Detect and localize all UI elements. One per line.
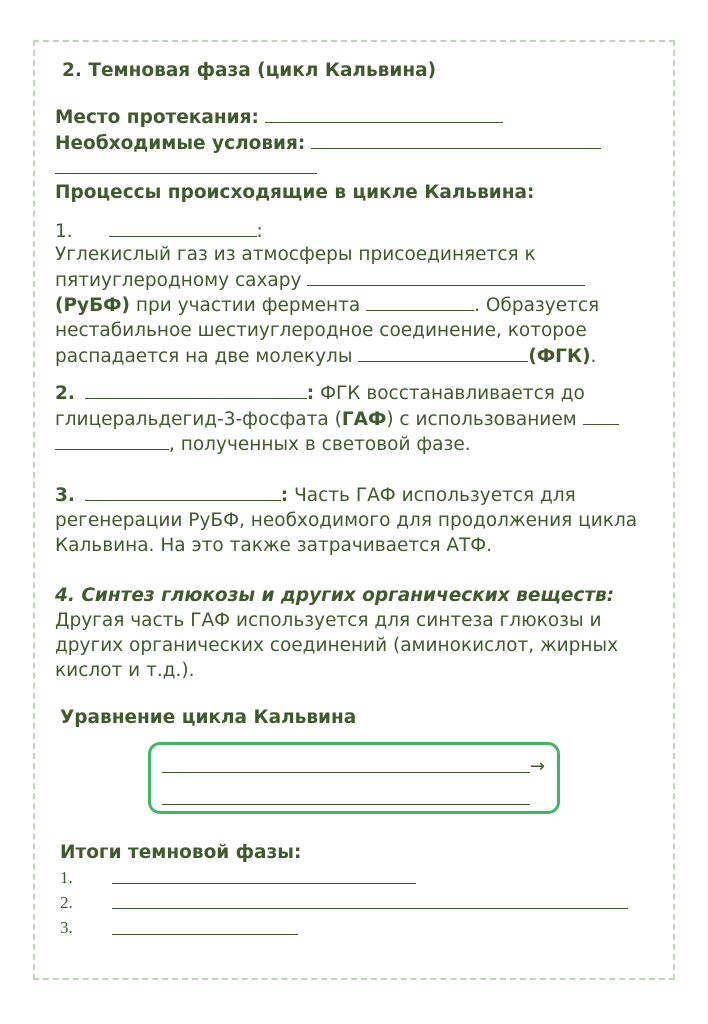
processes-heading: Процессы происходящие в цикле Кальвина: — [55, 182, 535, 203]
result-number-1: 1. — [60, 868, 73, 887]
energy-blank-continued[interactable] — [55, 431, 169, 450]
results-heading: Итоги темновой фазы: — [60, 842, 302, 863]
stage4-heading: 4. Синтез глюкозы и других органических веществ: — [55, 585, 615, 606]
stage1-line2-text: пятиуглеродному сахару — [55, 270, 302, 291]
stage1-line3-mid: при участии фермента — [135, 295, 361, 316]
enzyme-blank[interactable] — [366, 292, 474, 311]
stage1-line5 — [55, 343, 596, 370]
stage4-line2: других органических соединений (аминокислот, жирных — [55, 635, 619, 656]
gaf-abbr: ГАФ — [341, 409, 387, 430]
place-row — [55, 104, 503, 131]
result-number-2: 2. — [60, 893, 73, 912]
stage1-line2 — [55, 267, 585, 294]
section-title: 2. Темновая фаза (цикл Кальвина) — [62, 60, 437, 81]
conditions-row — [55, 130, 601, 157]
stage2-line2 — [55, 406, 619, 433]
conditions-blank-continued[interactable] — [55, 173, 317, 174]
stage3-line3: Кальвина. На это также затрачивается АТФ. — [55, 535, 493, 556]
stage1-line3 — [55, 292, 599, 319]
equation-products-blank[interactable] — [162, 804, 530, 805]
conditions-blank[interactable] — [311, 130, 601, 149]
place-label: Место протекания: — [55, 107, 259, 128]
energy-blank[interactable] — [583, 406, 619, 425]
stage1-line1: Углекислый газ из атмосферы присоединяется к — [55, 244, 536, 265]
stage1-line4: нестабильное шестиуглеродное соединение, которое — [55, 320, 587, 341]
result-number-3: 3. — [60, 918, 73, 937]
equation-heading: Уравнение цикла Кальвина — [60, 707, 357, 728]
stage1-number: 1. — [55, 221, 73, 242]
stage3-blank[interactable] — [85, 482, 281, 501]
reaction-arrow-icon: → — [530, 756, 546, 777]
stage2-line2-end: ) с использованием — [386, 409, 577, 430]
stage4-line3: кислот и т.д.). — [55, 660, 195, 681]
stage2-line1 — [55, 380, 585, 407]
equation-reactants-blank[interactable] — [162, 772, 530, 773]
result-blank-3[interactable] — [112, 934, 298, 935]
stage2-line3-end: , полученных в световой фазе. — [169, 434, 471, 455]
stage2-number: 2. — [55, 383, 75, 404]
stage2-line2-start: глицеральдегид-3-фосфата ( — [55, 409, 342, 430]
sugar-blank[interactable] — [307, 267, 585, 286]
stage1-period: . — [590, 346, 597, 367]
stage2-line3 — [55, 431, 471, 458]
stage3-number: 3. — [55, 485, 75, 506]
stage1-header — [55, 218, 263, 245]
stage1-colon: : — [256, 221, 263, 242]
rubf-abbr: (РуБФ) — [55, 295, 130, 316]
stage2-blank[interactable] — [85, 380, 307, 399]
stage3-line1 — [55, 482, 576, 509]
result-blank-1[interactable] — [112, 883, 416, 884]
result-blank-2[interactable] — [112, 908, 628, 909]
stage4-line1: Другая часть ГАФ используется для синтеза глюкозы и — [55, 610, 602, 631]
fgk-abbr: (ФГК) — [528, 346, 591, 367]
stage1-line3-end: . Образуется — [474, 295, 600, 316]
stage3-line2: регенерации РуБФ, необходимого для продолжения цикла — [55, 510, 638, 531]
stage2-colon: : — [306, 383, 315, 404]
stage2-line1-text: ФГК восстанавливается до — [320, 383, 585, 404]
molecules-blank[interactable] — [358, 343, 528, 362]
stage1-line5-text: распадается на две молекулы — [55, 346, 353, 367]
place-blank[interactable] — [265, 104, 503, 123]
stage3-line1-text: Часть ГАФ используется для — [294, 485, 576, 506]
stage3-colon: : — [280, 485, 289, 506]
stage1-blank[interactable] — [109, 218, 257, 237]
conditions-label: Необходимые условия: — [55, 133, 306, 154]
